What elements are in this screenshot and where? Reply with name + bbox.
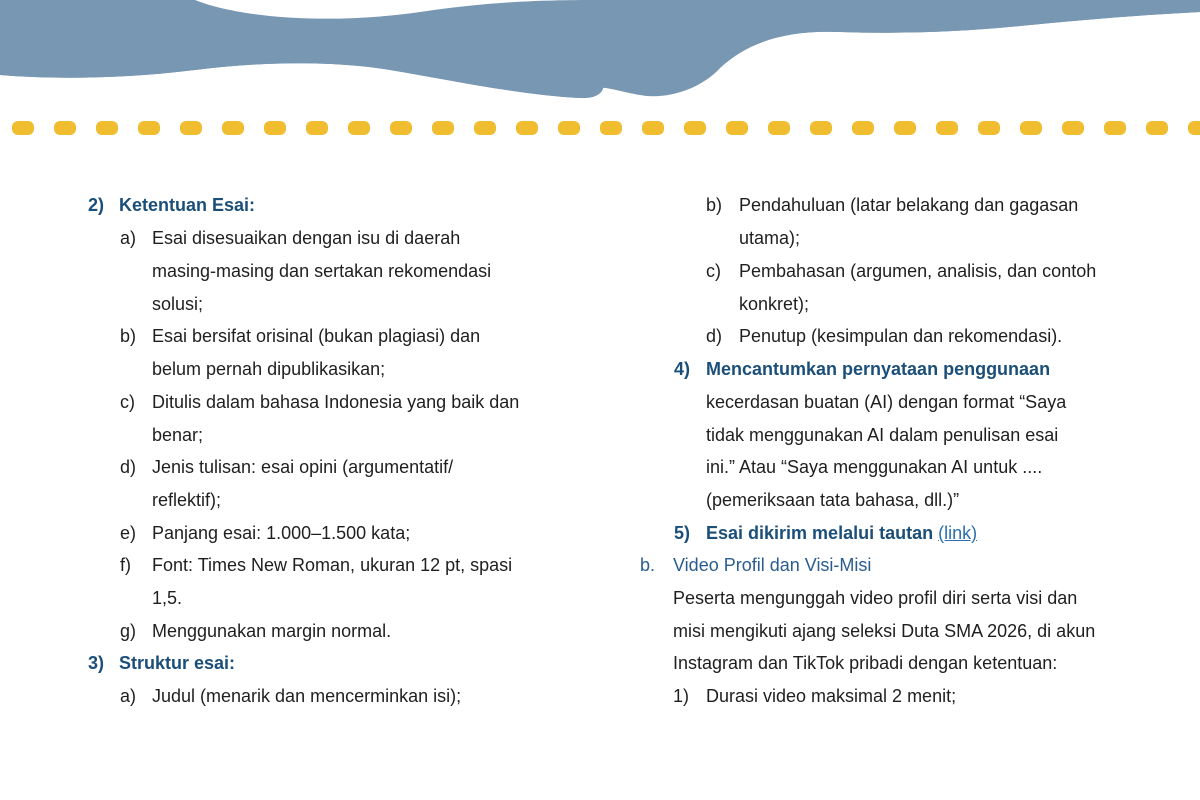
- list-marker: d): [120, 457, 137, 477]
- dash-segment: [96, 121, 118, 135]
- list-text: Penutup (kesimpulan dan rekomendasi).: [739, 326, 1063, 346]
- dash-segment: [1062, 121, 1084, 135]
- dash-segment: [222, 121, 244, 135]
- dash-segment: [894, 121, 916, 135]
- list-marker: 3): [88, 653, 105, 673]
- dash-segment: [642, 121, 664, 135]
- list-marker: a): [120, 228, 137, 248]
- list-text: benar;: [152, 425, 204, 445]
- list-marker: g): [120, 621, 137, 641]
- dash-segment: [180, 121, 202, 135]
- list-text: Esai bersifat orisinal (bukan plagiasi) dan: [152, 326, 481, 346]
- dash-segment: [1146, 121, 1168, 135]
- paragraph-line: Instagram dan TikTok pribadi dengan ketentuan:: [673, 653, 1058, 673]
- heading-text: Mencantumkan pernyataan penggunaan: [706, 359, 1051, 379]
- dash-segment: [348, 121, 370, 135]
- list-text: Jenis tulisan: esai opini (argumentatif/: [152, 457, 454, 477]
- list-text: Judul (menarik dan mencerminkan isi);: [152, 686, 462, 706]
- paragraph-line: Peserta mengunggah video profil diri serta visi dan: [673, 588, 1078, 608]
- list-text: tidak menggunakan AI dalam penulisan esai: [706, 425, 1059, 445]
- heading-text: [706, 521, 977, 545]
- list-marker: a): [120, 686, 137, 706]
- dash-segment: [768, 121, 790, 135]
- list-marker: b.: [640, 555, 656, 575]
- dash-segment: [516, 121, 538, 135]
- list-marker: b): [706, 195, 723, 215]
- dash-segment: [474, 121, 496, 135]
- heading-text: Ketentuan Esai:: [119, 195, 256, 215]
- list-text: konkret);: [739, 294, 810, 314]
- list-marker: e): [120, 523, 137, 543]
- dash-segment: [684, 121, 706, 135]
- list-marker: b): [120, 326, 137, 346]
- dash-segment: [306, 121, 328, 135]
- list-text: Font: Times New Roman, ukuran 12 pt, spasi: [152, 555, 513, 575]
- dash-segment: [54, 121, 76, 135]
- dash-segment: [600, 121, 622, 135]
- dash-segment: [558, 121, 580, 135]
- heading-label: Esai dikirim melalui tautan: [706, 523, 934, 543]
- dash-segment: [1020, 121, 1042, 135]
- dash-segment: [390, 121, 412, 135]
- submission-link[interactable]: (link): [938, 523, 978, 543]
- dash-segment: [12, 121, 34, 135]
- list-text: Pendahuluan (latar belakang dan gagasan: [739, 195, 1079, 215]
- dash-segment: [264, 121, 286, 135]
- list-text: utama);: [739, 228, 801, 248]
- list-text: (pemeriksaan tata bahasa, dll.)”: [706, 490, 960, 510]
- list-text: Panjang esai: 1.000–1.500 kata;: [152, 523, 411, 543]
- dash-segment: [810, 121, 832, 135]
- list-text: solusi;: [152, 294, 204, 314]
- dash-segment: [936, 121, 958, 135]
- list-marker: f): [120, 555, 131, 575]
- list-text: Durasi video maksimal 2 menit;: [706, 686, 957, 706]
- dash-segment: [1188, 121, 1200, 135]
- dash-segment: [1104, 121, 1126, 135]
- list-text: masing-masing dan sertakan rekomendasi: [152, 261, 492, 281]
- list-text: kecerdasan buatan (AI) dengan format “Saya: [706, 392, 1067, 412]
- list-marker: 5): [674, 523, 691, 543]
- dash-segment: [138, 121, 160, 135]
- list-text: ini.” Atau “Saya menggunakan AI untuk ....: [706, 457, 1043, 477]
- list-text: 1,5.: [152, 588, 183, 608]
- dash-segment: [978, 121, 1000, 135]
- list-text: belum pernah dipublikasikan;: [152, 359, 386, 379]
- header-wave-decoration: [0, 0, 1200, 110]
- list-marker: c): [120, 392, 135, 412]
- dash-segment: [726, 121, 748, 135]
- list-text: Pembahasan (argumen, analisis, dan contoh: [739, 261, 1097, 281]
- list-marker: 1): [673, 686, 690, 706]
- list-marker: 2): [88, 195, 105, 215]
- list-text: Esai disesuaikan dengan isu di daerah: [152, 228, 461, 248]
- list-marker: d): [706, 326, 723, 346]
- dashed-divider: [0, 118, 1200, 138]
- dash-segment: [852, 121, 874, 135]
- paragraph-line: misi mengikuti ajang seleksi Duta SMA 2026, di akun: [673, 621, 1096, 641]
- list-marker: 4): [674, 359, 691, 379]
- section-title: Video Profil dan Visi-Misi: [673, 555, 872, 575]
- list-text: reflektif);: [152, 490, 222, 510]
- list-marker: c): [706, 261, 721, 281]
- heading-text: Struktur esai:: [119, 653, 236, 673]
- list-text: Menggunakan margin normal.: [152, 621, 392, 641]
- dash-segment: [432, 121, 454, 135]
- list-text: Ditulis dalam bahasa Indonesia yang baik dan: [152, 392, 520, 412]
